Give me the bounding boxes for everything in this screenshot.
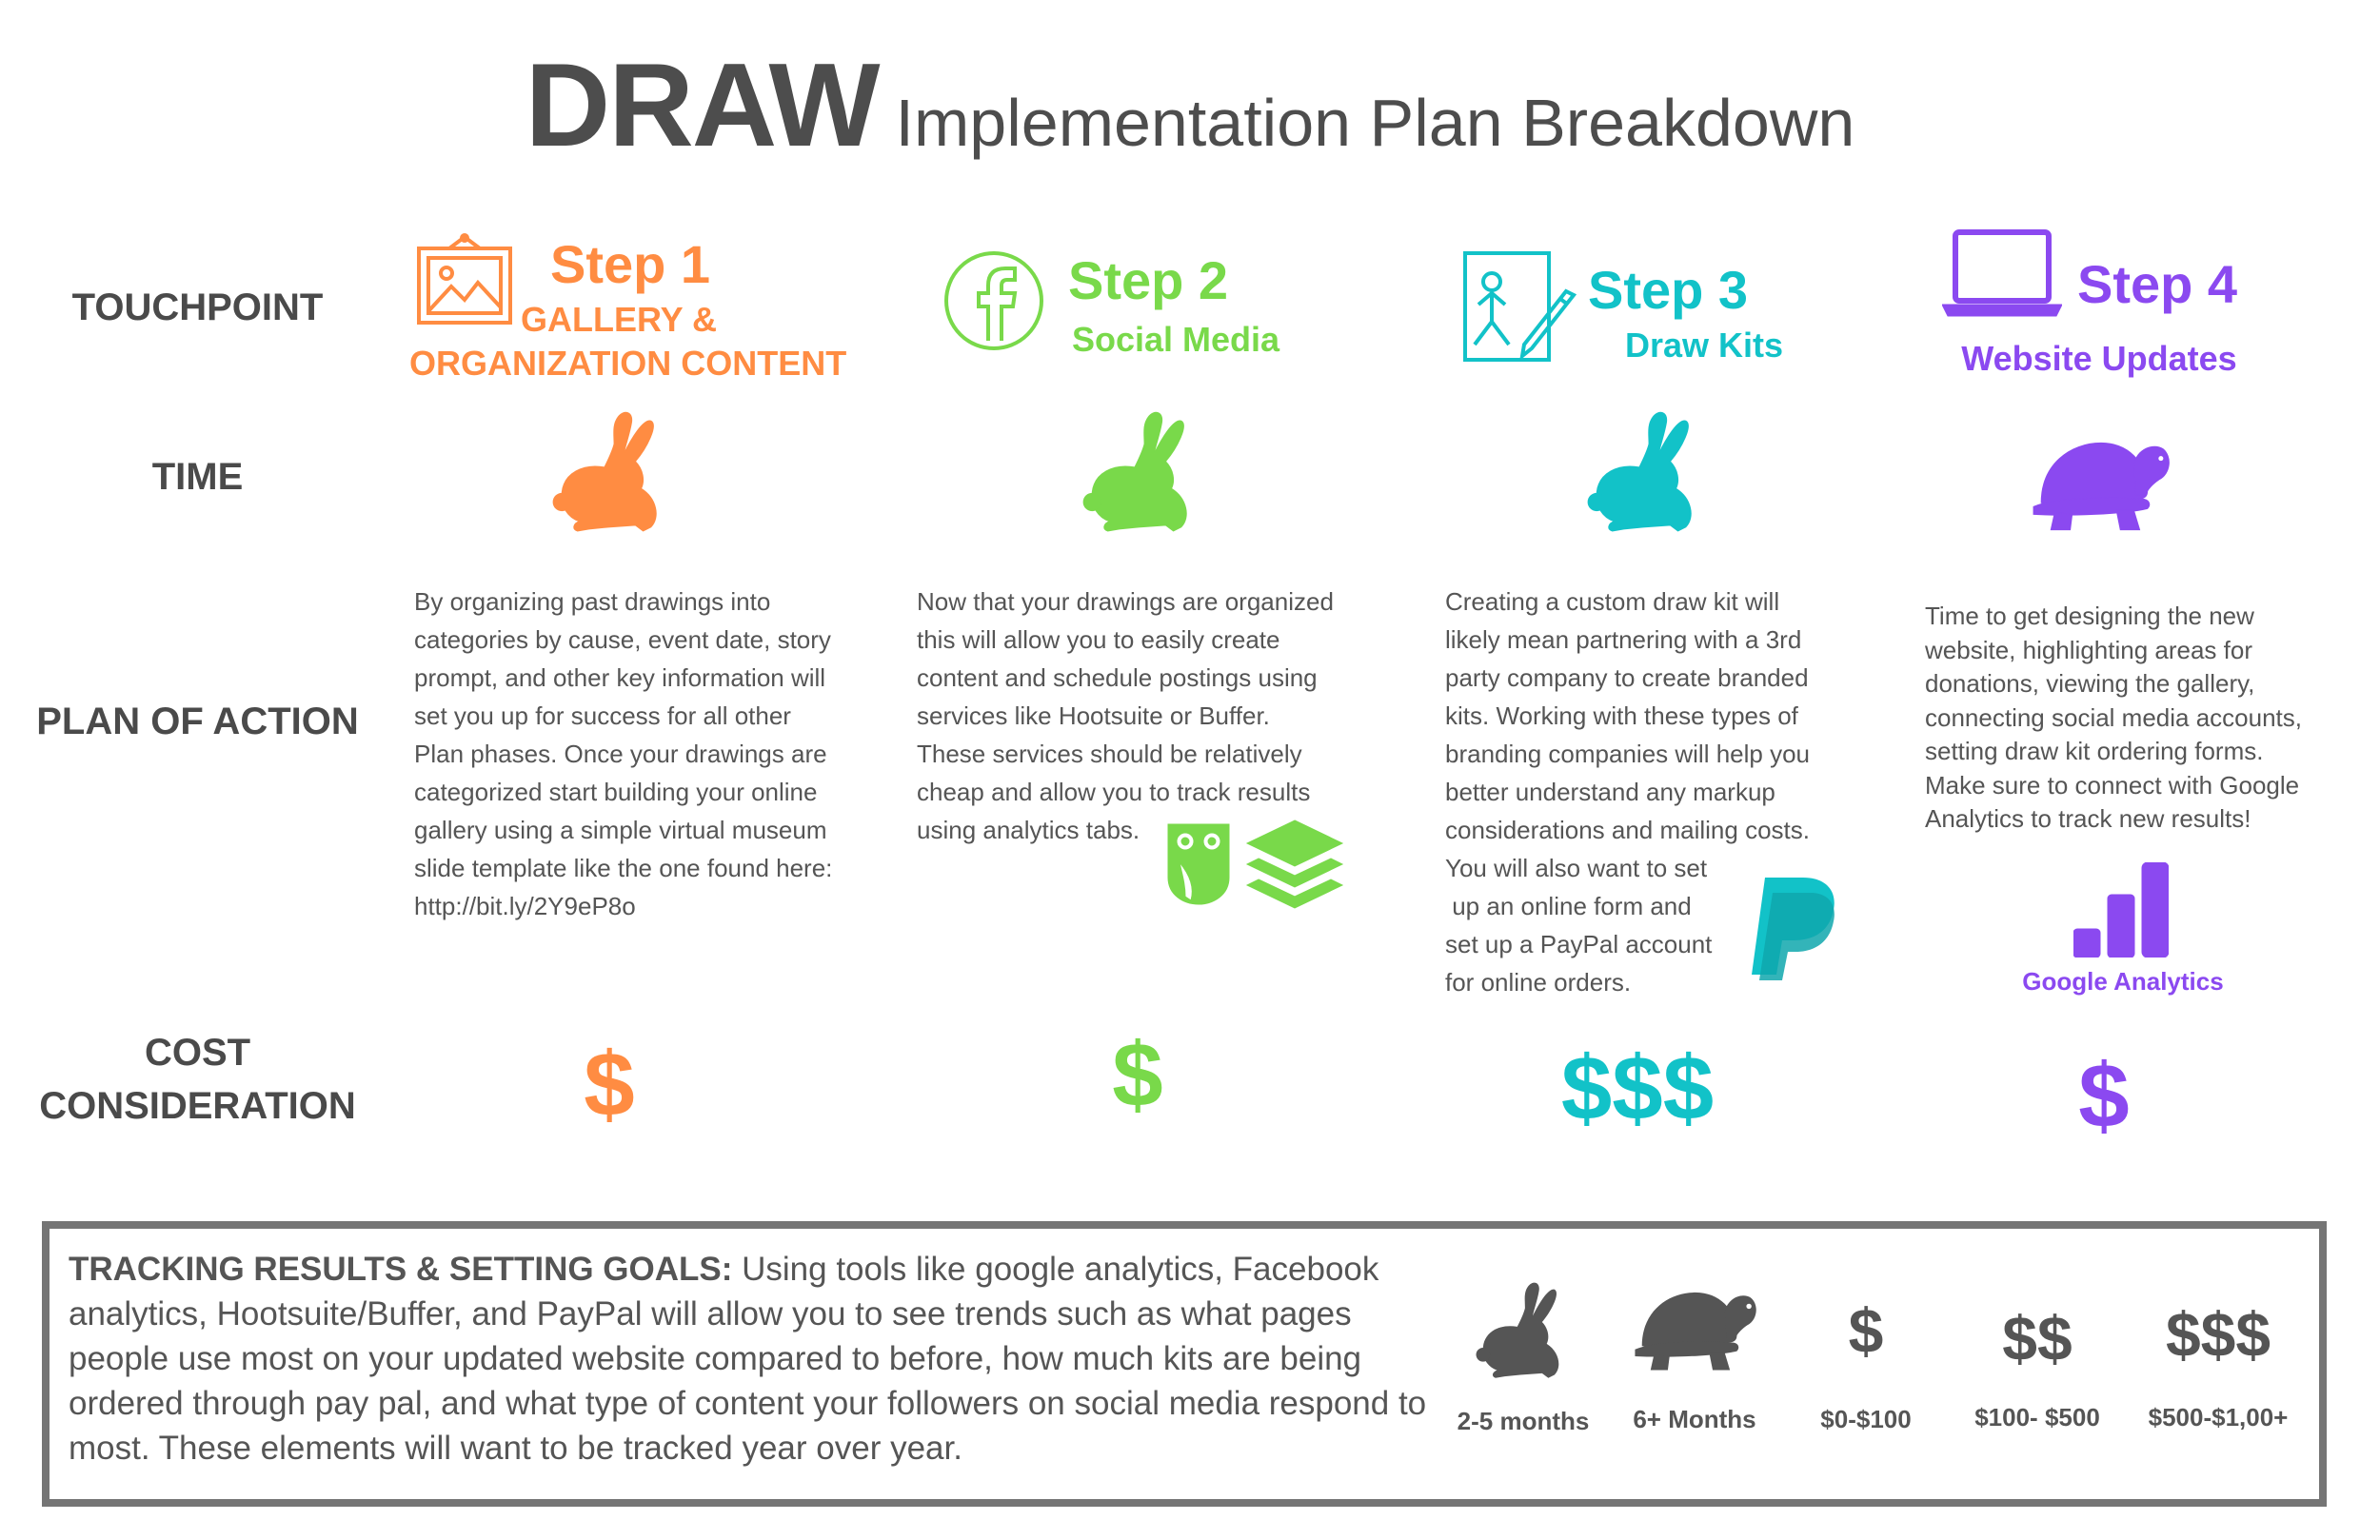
step2-desc-line: Now that your drawings are organized [917, 587, 1334, 616]
step1-title: Step 1 [550, 234, 711, 294]
step4-description [1925, 600, 2372, 837]
legend-label-cost-2: $100- $500 [1974, 1403, 2100, 1431]
step3-subtitle: Draw Kits [1624, 326, 1784, 365]
step2-desc-line: These services should be relatively [917, 740, 1302, 768]
title-main: DRAW [525, 40, 879, 171]
draw-kit-icon [1461, 249, 1579, 364]
step1-desc-line: gallery using a simple virtual museum [414, 816, 827, 844]
google-analytics-icon [2073, 862, 2169, 958]
paypal-icon [1744, 876, 1839, 982]
step1-subtitle [409, 298, 847, 385]
step1-desc-line: set you up for success for all other [414, 701, 791, 730]
step3-desc-line: branding companies will help you [1445, 740, 1811, 768]
step2-desc-line: using analytics tabs. [917, 816, 1140, 844]
step1-subtitle-line1: GALLERY & [520, 300, 717, 339]
row-label-time: TIME [151, 456, 244, 498]
rabbit-icon [550, 409, 666, 535]
step1-description [414, 582, 909, 925]
step1-desc-link[interactable]: http://bit.ly/2Y9eP8o [414, 892, 636, 920]
step2-subtitle: Social Media [1071, 320, 1280, 359]
title-rest: Implementation Plan Breakdown [895, 86, 1855, 160]
hootsuite-owl-icon [1166, 820, 1231, 906]
legend-cost-2: $$ [2002, 1303, 2073, 1373]
step1-desc-line: categorized start building your online [414, 778, 818, 806]
step3-desc-line: set up a PayPal account [1445, 930, 1713, 958]
step2-title: Step 2 [1068, 250, 1229, 310]
legend-label-turtle: 6+ Months [1633, 1405, 1756, 1433]
rabbit-icon [1585, 409, 1701, 535]
step4-desc-line: Make sure to connect with Google [1925, 770, 2300, 800]
step3-description [1445, 582, 1940, 1001]
step3-desc-line: You will also want to set [1445, 854, 1708, 882]
step3-desc-line: considerations and mailing costs. [1445, 816, 1810, 844]
buffer-layers-icon [1245, 817, 1344, 912]
step3-desc-line: kits. Working with these types of [1445, 701, 1798, 730]
legend-label-cost-3: $500-$1,00+ [2148, 1403, 2289, 1431]
page-title [0, 38, 2380, 173]
rabbit-icon [1081, 409, 1197, 535]
tracking-body: Using tools like google analytics, Facebook analytics, Hootsuite/Buffer, and PayPal will allow you to see trends such as what pages people use most on your updated website compared to before, how much kits are being ordered through pay pal, and what type of content your followers on social media respond to most. These elements will want to be tracked year over year. [69, 1251, 1427, 1467]
step4-desc-line: setting draw kit ordering forms. [1925, 737, 2264, 765]
step2-desc-line: content and schedule postings using [917, 663, 1318, 692]
legend-label-cost-1: $0-$100 [1820, 1405, 1912, 1433]
step1-desc-line: Plan phases. Once your drawings are [414, 740, 827, 768]
step4-subtitle: Website Updates [1961, 339, 2237, 378]
tracking-text [69, 1247, 1439, 1471]
legend-cost-3: $$$ [2165, 1299, 2271, 1370]
step2-description [917, 582, 1412, 849]
step2-desc-line: cheap and allow you to track results [917, 778, 1311, 806]
step3-title: Step 3 [1588, 260, 1749, 320]
legend-cost-1: $ [1848, 1295, 1884, 1366]
step1-desc-line: By organizing past drawings into [414, 587, 771, 616]
step1-subtitle-line2: ORGANIZATION CONTENT [409, 344, 847, 383]
step1-cost: $ [584, 1034, 635, 1135]
step3-desc-line: likely mean partnering with a 3rd [1445, 625, 1802, 654]
step3-desc-line: for online orders. [1445, 968, 1632, 997]
step1-desc-line: prompt, and other key information will [414, 663, 826, 692]
google-analytics-label: Google Analytics [2022, 967, 2224, 996]
turtle-icon [2028, 434, 2172, 533]
facebook-icon [942, 249, 1045, 352]
step3-cost: $$$ [1560, 1037, 1715, 1139]
row-label-cost [19, 1026, 376, 1133]
laptop-icon [1942, 228, 2062, 320]
row-label-plan: PLAN OF ACTION [36, 701, 359, 742]
step4-desc-line: website, highlighting areas for [1925, 635, 2252, 664]
step1-desc-line: slide template like the one found here: [414, 854, 833, 882]
step4-cost: $ [2078, 1045, 2130, 1147]
row-label-cost-line1: COST [144, 1032, 251, 1074]
row-label-cost-line2: CONSIDERATION [39, 1085, 356, 1127]
turtle-icon [1630, 1285, 1759, 1372]
rabbit-icon [1474, 1280, 1567, 1383]
step2-desc-line: services like Hootsuite or Buffer. [917, 701, 1270, 730]
step2-desc-line: this will allow you to easily create [917, 625, 1280, 654]
step1-desc-line: categories by cause, event date, story [414, 625, 831, 654]
step4-desc-line: Analytics to track new results! [1925, 804, 2251, 833]
step4-desc-line: donations, viewing the gallery, [1925, 669, 2255, 698]
tracking-heading: TRACKING RESULTS & SETTING GOALS: [69, 1251, 733, 1288]
step4-desc-line: connecting social media accounts, [1925, 702, 2303, 732]
step4-desc-line: Time to get designing the new [1925, 602, 2254, 630]
step3-desc-line: Creating a custom draw kit will [1445, 587, 1780, 616]
step3-desc-line: up an online form and [1445, 892, 1692, 920]
step4-title: Step 4 [2077, 254, 2238, 314]
row-label-touchpoint: TOUCHPOINT [71, 286, 324, 328]
step2-cost: $ [1112, 1024, 1163, 1126]
legend-label-rabbit: 2-5 months [1457, 1407, 1590, 1435]
step3-desc-line: better understand any markup [1445, 778, 1775, 806]
step3-desc-line: party company to create branded [1445, 663, 1809, 692]
